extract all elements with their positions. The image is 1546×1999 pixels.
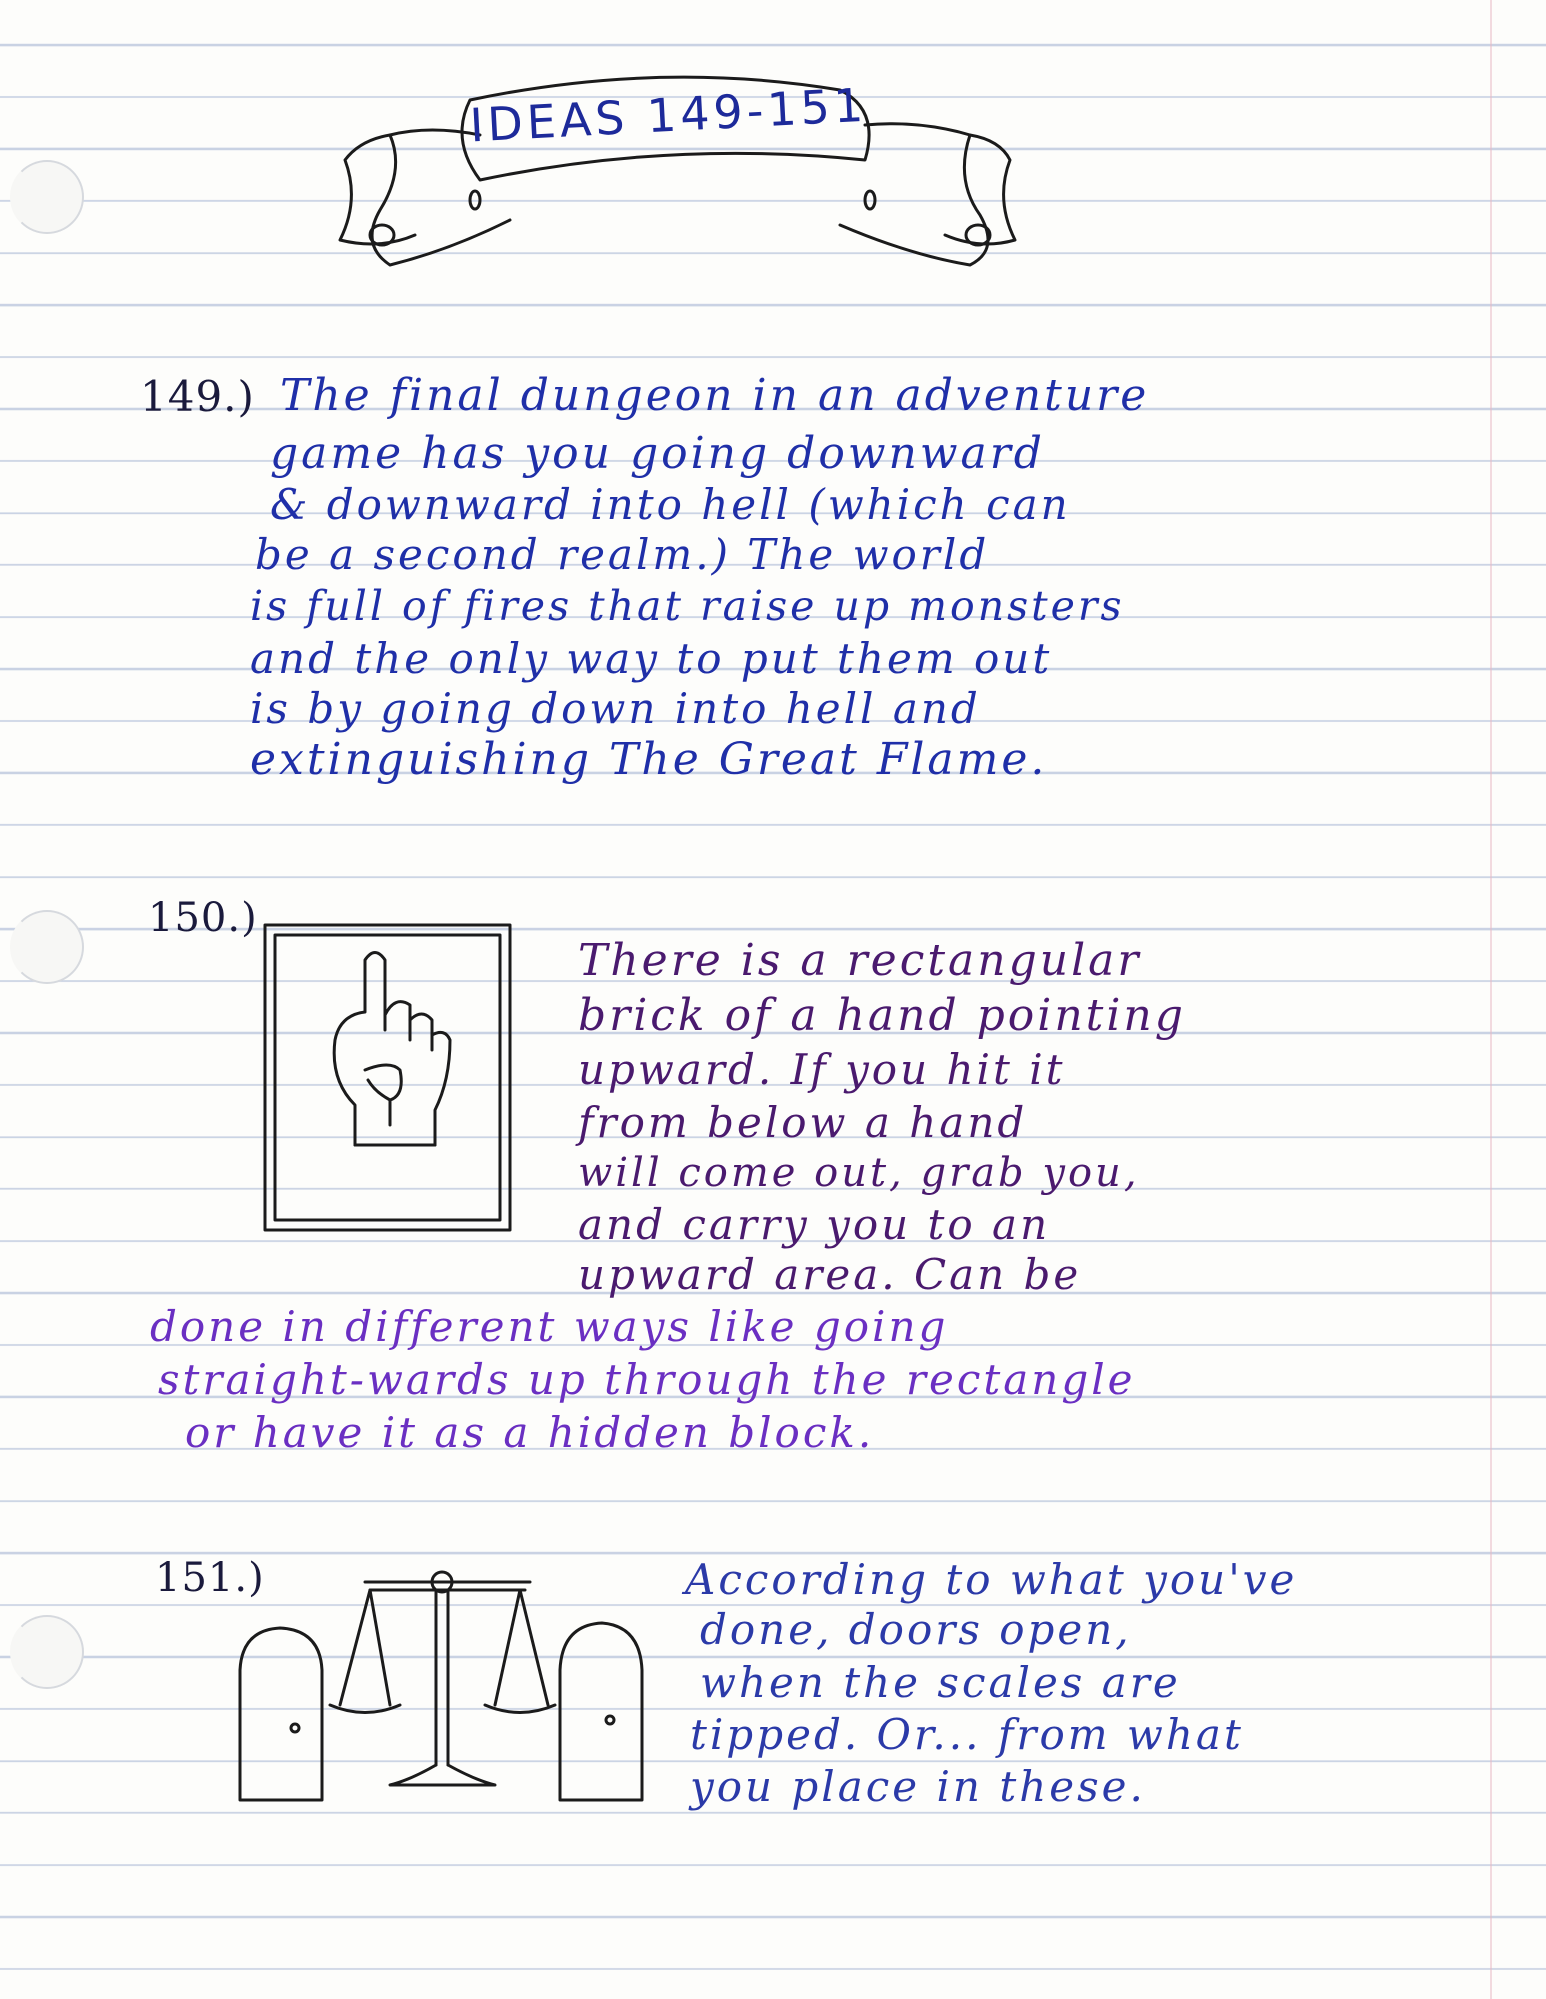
idea-151-line-2: done, doors open, bbox=[700, 1605, 1132, 1654]
idea-151-line-4: tipped. Or... from what bbox=[690, 1710, 1244, 1759]
idea-149-line-2: game has you going downward bbox=[270, 428, 1045, 479]
idea-149-line-6: and the only way to put them out bbox=[250, 634, 1053, 683]
idea-149-line-7: is by going down into hell and bbox=[250, 684, 981, 733]
idea-151-line-5: you place in these. bbox=[690, 1762, 1146, 1811]
idea-150-line-6: and carry you to an bbox=[578, 1200, 1051, 1249]
idea-150-continuation-2: straight-wards up through the rectangle bbox=[158, 1355, 1136, 1404]
binder-hole bbox=[10, 160, 84, 234]
idea-150-line-5: will come out, grab you, bbox=[578, 1150, 1140, 1196]
idea-150-continuation-1: done in different ways like going bbox=[150, 1302, 949, 1351]
idea-149-line-4: be a second realm.) The world bbox=[255, 530, 990, 579]
idea-number-151: 151.) bbox=[155, 1555, 265, 1601]
scales-between-doors-icon bbox=[230, 1560, 650, 1810]
banner-title: IDEAS 149-151 bbox=[468, 77, 869, 153]
idea-151-line-3: when the scales are bbox=[700, 1658, 1181, 1707]
idea-149-line-1: The final dungeon in an adventure bbox=[280, 370, 1150, 421]
margin-line bbox=[1490, 0, 1492, 1999]
idea-150-line-3: upward. If you hit it bbox=[578, 1045, 1066, 1094]
idea-151-line-1: According to what you've bbox=[685, 1555, 1298, 1604]
idea-150-line-7: upward area. Can be bbox=[578, 1250, 1082, 1299]
idea-150-line-2: brick of a hand pointing bbox=[578, 990, 1186, 1041]
idea-number-149: 149.) bbox=[140, 372, 255, 421]
banner-scroll-drawing bbox=[320, 50, 1040, 280]
idea-149-line-8: extinguishing The Great Flame. bbox=[250, 734, 1048, 785]
hand-pointing-up-brick-icon bbox=[260, 920, 520, 1240]
idea-number-150: 150.) bbox=[148, 895, 258, 941]
binder-hole bbox=[10, 1615, 84, 1689]
idea-149-line-5: is full of fires that raise up monsters bbox=[250, 582, 1125, 630]
binder-hole bbox=[10, 910, 84, 984]
idea-150-line-4: from below a hand bbox=[578, 1098, 1028, 1147]
idea-150-line-1: There is a rectangular bbox=[578, 935, 1142, 986]
idea-150-continuation-3: or have it as a hidden block. bbox=[185, 1408, 875, 1457]
idea-149-line-3: & downward into hell (which can bbox=[270, 480, 1071, 529]
